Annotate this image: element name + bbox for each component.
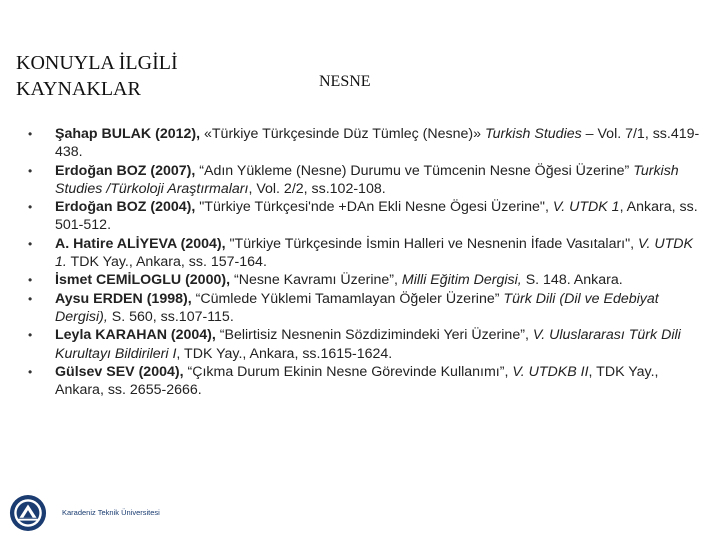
reference-item [28,363,708,400]
reference-text: – Vol. 7/1, ss.419-438. [55,126,700,161]
subject-heading: NESNE [319,73,371,90]
bullet-icon: • [28,328,33,343]
reference-text: S. 560, ss.107-115. [107,308,234,325]
bullet-icon: • [28,200,33,215]
reference-author: İsmet CEMİLOGLU (2000), [55,272,231,289]
reference-text: TDK Yay., Ankara, ss. 157-164. [66,254,267,271]
reference-text: «Türkiye Türkçesinde Düz Tümleç (Nesne)» [200,126,485,142]
reference-author: A. Hatire ALİYEVA (2004), [55,235,226,252]
reference-item [28,271,708,289]
page-title [16,50,178,102]
reference-text: “Belirtisiz Nesnenin Sözdizimindeki Yeri Üzerine”, [215,327,533,344]
page-title-line2: KAYNAKLAR [16,78,141,100]
reference-item [28,290,708,327]
reference-item [28,198,708,235]
bullet-icon: • [28,236,33,251]
reference-text: , Ankara, ss. 501-512. [55,199,698,234]
reference-text: “Adın Yükleme (Nesne) Durumu ve Tümcenin Nesne Öğesi Üzerine” [195,162,634,179]
reference-source: Turkish Studies [484,126,582,142]
reference-author: Aysu ERDEN (1998), [55,290,192,307]
reference-list [28,125,708,399]
reference-text: , Vol. 2/2, ss.102-108. [248,180,386,197]
reference-author: Gülsev SEV (2004), [55,363,184,380]
reference-author: Erdoğan BOZ (2004), [55,199,196,216]
reference-source: V. UTDK 1. [55,235,693,271]
reference-text: “Cümlede Yüklemi Tamamlayan Öğeler Üzerine” [191,290,504,307]
reference-text: , TDK Yay., Ankara, ss.1615-1624. [176,345,393,362]
reference-source: V. UTDK 1 [552,199,620,216]
reference-item [28,326,708,363]
reference-text: S. 148. Ankara. [521,272,623,289]
reference-text: “Çıkma Durum Ekinin Nesne Görevinde Kullanımı”, [183,363,513,380]
bullet-icon: • [28,364,33,379]
reference-source: V. UTDKB II [512,363,589,380]
reference-author: Leyla KARAHAN (2004), [55,327,216,344]
reference-source: Milli Eğitim Dergisi, [401,272,522,289]
reference-author: Erdoğan BOZ (2007), [55,162,196,179]
university-seal-icon [9,494,47,532]
reference-author: Şahap BULAK (2012), [55,126,201,142]
reference-text: "Türkiye Türkçesi'nde +DAn Ekli Nesne Ögesi Üzerine", [195,199,553,216]
reference-item [28,162,708,199]
reference-source: Turkish Studies /Türkoloji Araştırmaları [55,162,679,197]
university-name: Karadeniz Teknik Üniversitesi [62,508,160,517]
reference-source: Türk Dili (Dil ve Edebiyat Dergisi), [55,290,659,325]
bullet-icon: • [28,163,33,178]
reference-text: “Nesne Kavramı Üzerine”, [230,272,402,289]
bullet-icon: • [28,291,33,306]
reference-item [28,235,708,272]
page-title-line1: KONUYLA İLGİLİ [16,52,178,74]
bullet-icon: • [28,127,33,141]
bullet-icon: • [28,273,33,288]
reference-text: "Türkiye Türkçesinde İsmin Halleri ve Nesnenin İfade Vasıtaları", [225,235,639,252]
reference-source: V. Uluslararası Türk Dili Kurultayı Bildirileri I [55,327,681,362]
reference-item [28,125,708,162]
reference-text: , TDK Yay., Ankara, ss. 2655-2666. [55,363,659,399]
